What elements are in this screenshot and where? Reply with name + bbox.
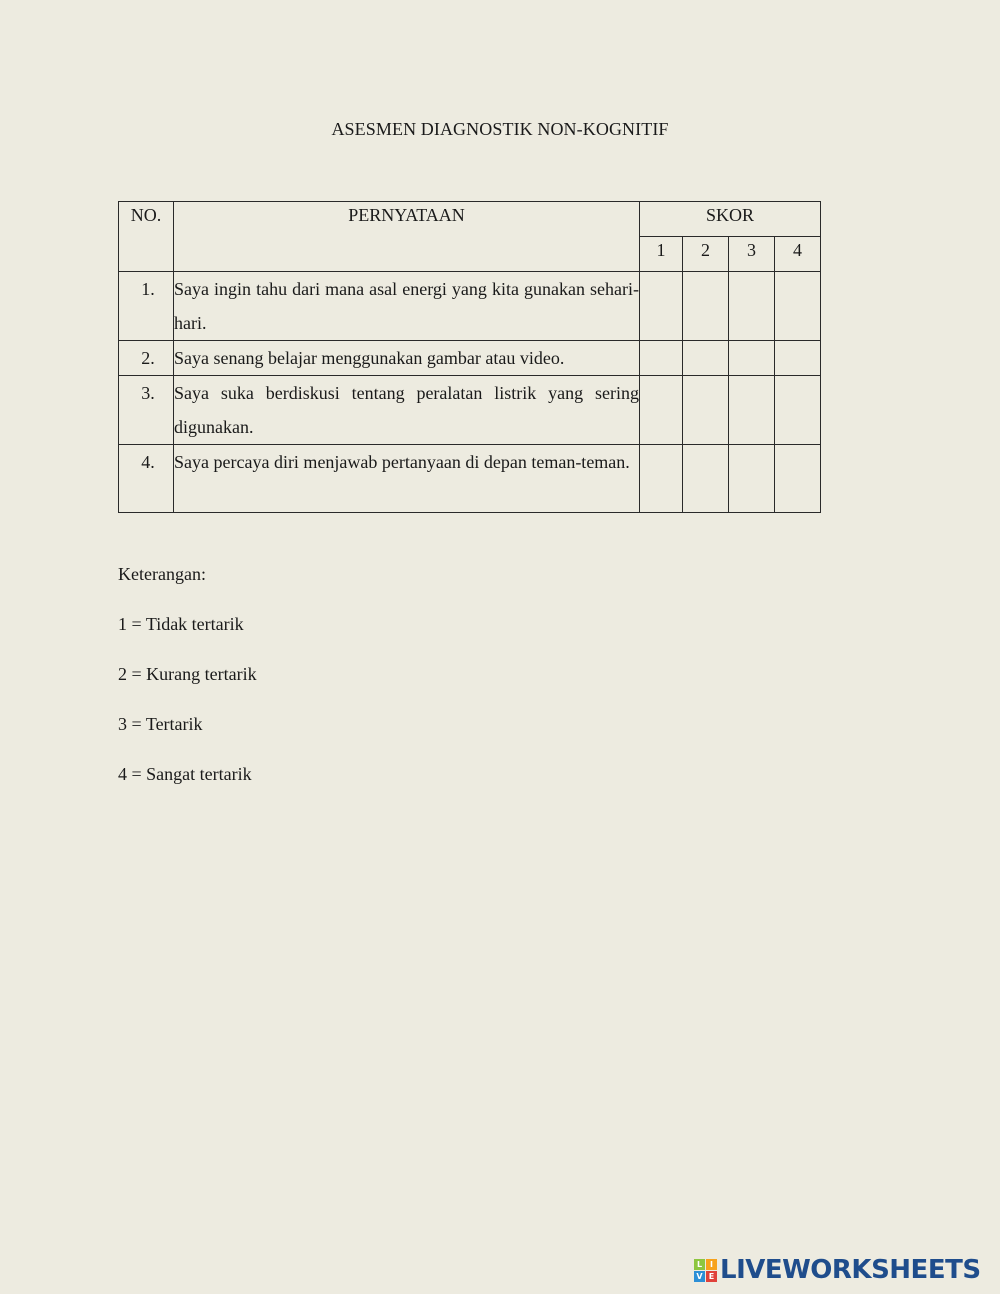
row-statement: Saya suka berdiskusi tentang peralatan listrik yang sering digunakan. bbox=[174, 376, 640, 445]
logo-tile-e: E bbox=[706, 1271, 717, 1282]
header-score: SKOR bbox=[640, 202, 821, 237]
row-number: 4. bbox=[119, 445, 174, 513]
header-score-2: 2 bbox=[683, 237, 729, 272]
row-statement: Saya percaya diri menjawab pertanyaan di depan teman-teman. bbox=[174, 445, 640, 513]
logo-tile-l: L bbox=[694, 1259, 705, 1270]
score-cell-1[interactable] bbox=[640, 376, 683, 445]
liveworksheets-brand[interactable] bbox=[694, 1254, 981, 1286]
header-score-1: 1 bbox=[640, 237, 683, 272]
score-cell-2[interactable] bbox=[683, 341, 729, 376]
score-cell-1[interactable] bbox=[640, 272, 683, 341]
assessment-table bbox=[118, 201, 821, 513]
table-row bbox=[119, 341, 821, 376]
score-cell-4[interactable] bbox=[775, 272, 821, 341]
score-cell-2[interactable] bbox=[683, 376, 729, 445]
score-cell-2[interactable] bbox=[683, 445, 729, 513]
score-cell-3[interactable] bbox=[729, 272, 775, 341]
legend-item: 2 = Kurang tertarik bbox=[118, 664, 257, 684]
table-row bbox=[119, 272, 821, 341]
row-statement: Saya senang belajar menggunakan gambar atau video. bbox=[174, 341, 640, 376]
legend-item: 1 = Tidak tertarik bbox=[118, 614, 244, 634]
legend-item: 3 = Tertarik bbox=[118, 714, 203, 734]
table-row bbox=[119, 445, 821, 513]
header-statement: PERNYATAAN bbox=[174, 202, 640, 272]
score-cell-4[interactable] bbox=[775, 445, 821, 513]
row-number: 2. bbox=[119, 341, 174, 376]
score-cell-1[interactable] bbox=[640, 445, 683, 513]
score-cell-1[interactable] bbox=[640, 341, 683, 376]
score-cell-3[interactable] bbox=[729, 376, 775, 445]
legend-heading: Keterangan: bbox=[118, 564, 206, 584]
score-cell-2[interactable] bbox=[683, 272, 729, 341]
score-cell-3[interactable] bbox=[729, 341, 775, 376]
header-score-3: 3 bbox=[729, 237, 775, 272]
table-header-row bbox=[119, 202, 821, 237]
score-cell-4[interactable] bbox=[775, 376, 821, 445]
header-no: NO. bbox=[119, 202, 174, 272]
row-number: 1. bbox=[119, 272, 174, 341]
legend-item: 4 = Sangat tertarik bbox=[118, 764, 252, 784]
table-row bbox=[119, 376, 821, 445]
score-cell-3[interactable] bbox=[729, 445, 775, 513]
liveworksheets-logo-icon bbox=[694, 1259, 717, 1282]
logo-tile-i: I bbox=[706, 1259, 717, 1270]
brand-name: LIVEWORKSHEETS bbox=[720, 1255, 981, 1285]
logo-tile-v: V bbox=[694, 1271, 705, 1282]
header-score-4: 4 bbox=[775, 237, 821, 272]
row-statement: Saya ingin tahu dari mana asal energi yang kita gunakan sehari-hari. bbox=[174, 272, 640, 341]
row-number: 3. bbox=[119, 376, 174, 445]
score-cell-4[interactable] bbox=[775, 341, 821, 376]
page-title: ASESMEN DIAGNOSTIK NON-KOGNITIF bbox=[331, 119, 669, 139]
